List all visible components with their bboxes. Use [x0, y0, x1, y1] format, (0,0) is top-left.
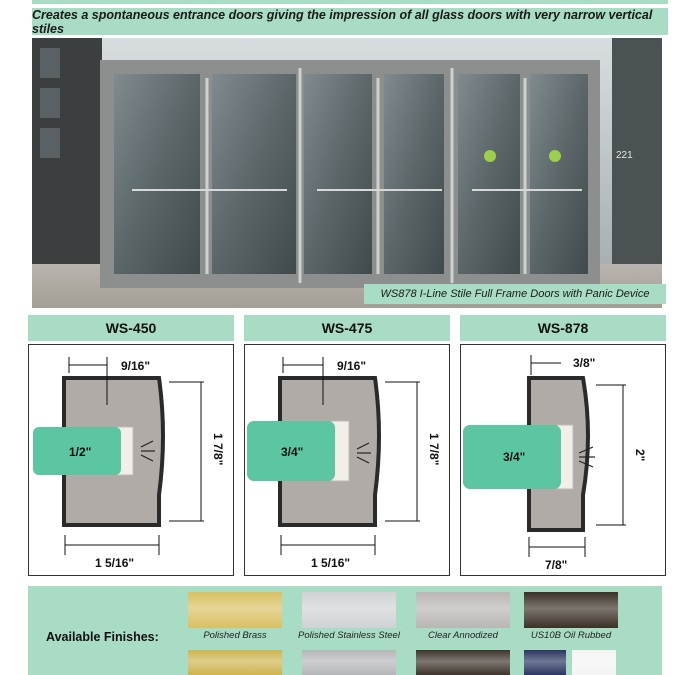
- finishes-label: Available Finishes:: [46, 630, 159, 644]
- finish-swatch: [416, 650, 510, 675]
- finish-swatch-polished-brass: [188, 592, 282, 628]
- finish-swatch-us10b-oil-rubbed: [524, 592, 618, 628]
- profile-glass-thickness: 3/4": [281, 445, 304, 459]
- photo-sign-number: 221: [616, 150, 633, 161]
- profile-panel-ws-450: [28, 315, 234, 576]
- profile-top-width: 9/16": [337, 359, 367, 373]
- profile-glass-thickness: 1/2": [69, 445, 92, 459]
- profile-bottom-width: 7/8": [545, 558, 568, 572]
- finish-swatch: [524, 650, 566, 675]
- profile-top-width: 3/8": [573, 356, 596, 370]
- finish-swatch: [188, 650, 282, 675]
- finish-swatch-clear-annodized: [416, 592, 510, 628]
- profile-bottom-width: 1 5/16": [311, 556, 351, 570]
- door-photo: [32, 38, 662, 308]
- profile-height: 1 7/8": [427, 433, 441, 466]
- finishes-section: [28, 586, 662, 675]
- finish-swatch: [572, 650, 616, 675]
- tagline-text: Creates a spontaneous entrance doors giving the impression of all glass doors with very narrow vertical stiles: [32, 7, 653, 36]
- profile-glass-thickness: 3/4": [503, 450, 526, 464]
- finish-name: US10B Oil Rubbed: [530, 630, 612, 641]
- finish-name: Polished Brass: [203, 630, 267, 641]
- profile-model: WS-878: [460, 315, 666, 341]
- photo-caption-text: WS878 I-Line Stile Full Frame Doors with Panic Device: [380, 288, 650, 300]
- profile-top-width: 9/16": [121, 359, 151, 373]
- finish-name: Clear Annodized: [428, 630, 498, 641]
- photo-caption: [364, 284, 666, 304]
- finish-swatch: [302, 650, 396, 675]
- profile-height: 1 7/8": [211, 433, 225, 466]
- finish-swatch-polished-stainless-steel: [302, 592, 396, 628]
- profile-panel-ws-475: [244, 315, 450, 576]
- profile-bottom-width: 1 5/16": [95, 556, 135, 570]
- tagline-banner: [32, 8, 668, 35]
- profile-height: 2": [633, 449, 647, 462]
- profile-panel-ws-878: [460, 315, 666, 576]
- finish-name: Polished Stainless Steel: [298, 630, 400, 641]
- profile-model: WS-475: [244, 315, 450, 341]
- profile-model: WS-450: [28, 315, 234, 341]
